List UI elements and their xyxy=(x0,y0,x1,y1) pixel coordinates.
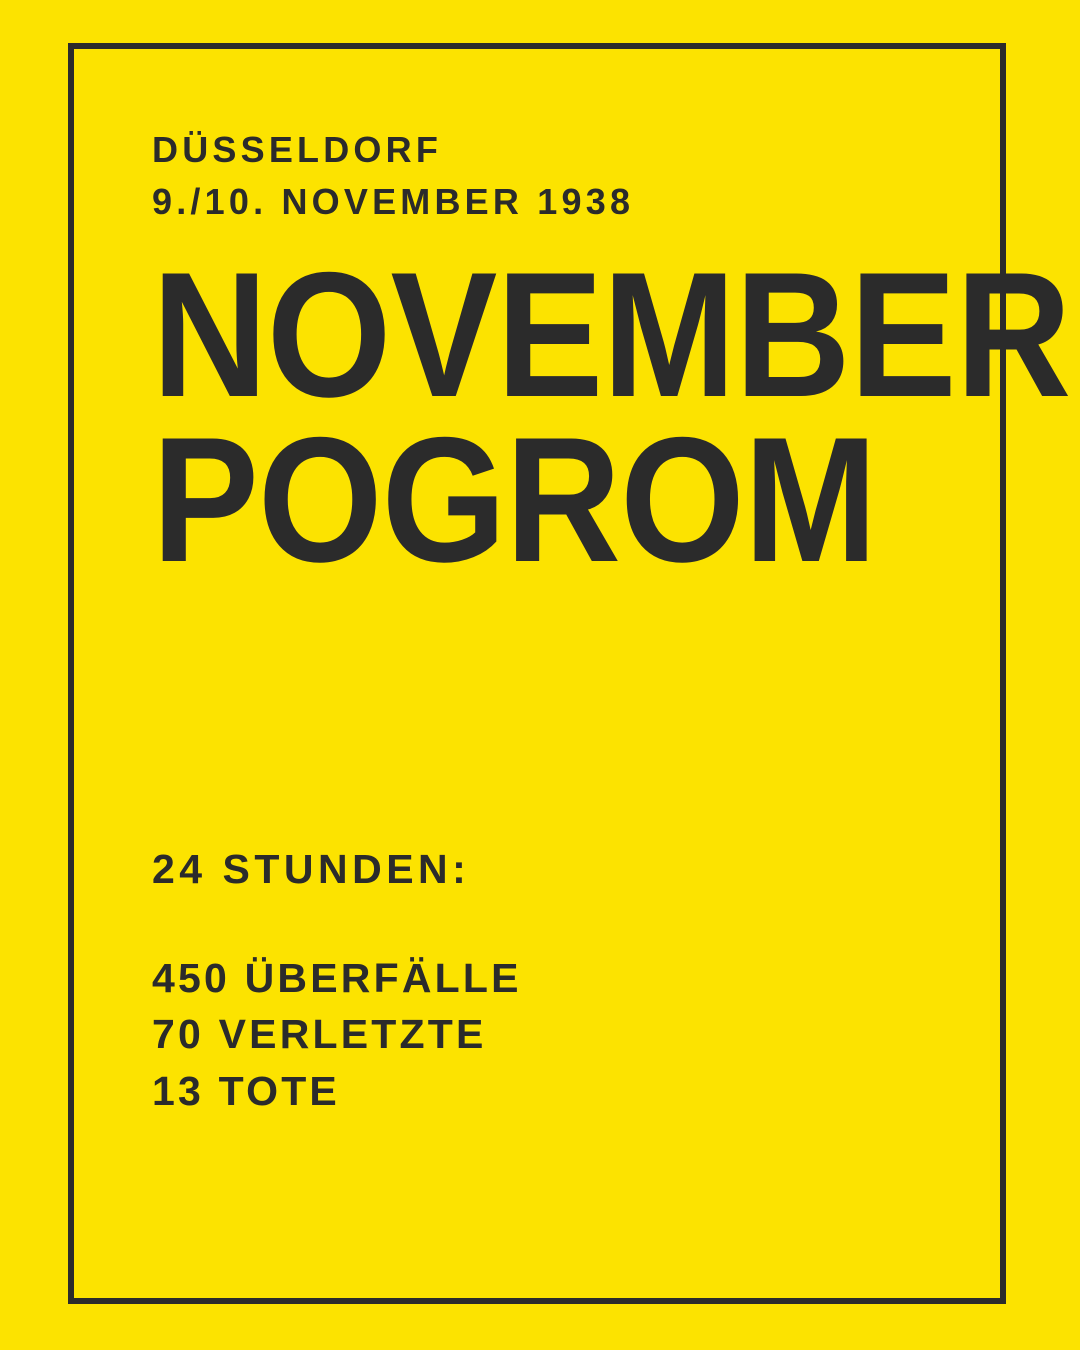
eyebrow xyxy=(152,124,952,228)
headline-line-1: NOVEMBER xyxy=(152,234,1071,434)
list-item: 13 TOTE xyxy=(152,1067,340,1114)
list-item: 450 ÜBERFÄLLE xyxy=(152,955,522,1002)
page-title xyxy=(152,234,1071,600)
statistics-block xyxy=(152,845,952,1119)
poster-header-block xyxy=(152,124,1071,600)
statistics-label: 24 STUNDEN: xyxy=(152,846,471,892)
statistics-list xyxy=(152,950,952,1118)
eyebrow-line-city: DÜSSELDORF xyxy=(152,129,443,170)
list-item: 70 VERLETZTE xyxy=(152,1011,487,1058)
headline-line-2: POGROM xyxy=(152,400,877,600)
eyebrow-line-date: 9./10. NOVEMBER 1938 xyxy=(152,180,635,222)
